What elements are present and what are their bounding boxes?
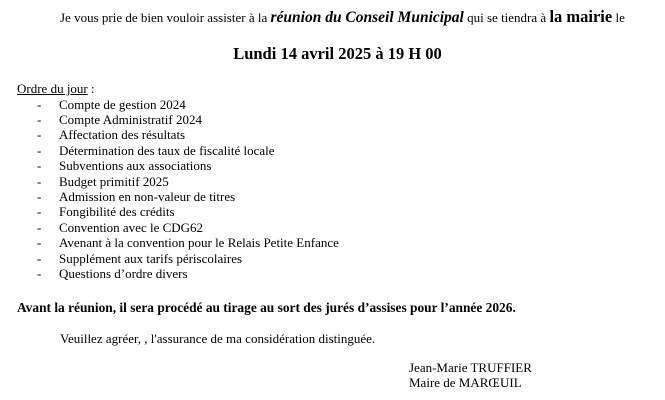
agenda-bullet: - — [37, 235, 42, 251]
agenda-title-suffix: : — [87, 81, 95, 96]
agenda-bullet: - — [37, 142, 42, 158]
agenda-bullet: - — [37, 111, 42, 127]
agenda-item-text: Avenant à la convention pour le Relais Petite Enfance — [59, 235, 339, 251]
agenda-item-text: Fongibilité des crédits — [59, 204, 175, 220]
signatory-name: Jean-Marie TRUFFIER — [409, 360, 532, 375]
agenda-item — [17, 112, 637, 127]
agenda-bullet: - — [37, 127, 42, 143]
agenda-bullet: - — [37, 250, 42, 266]
closing-formula: Veuillez agréer, , l'assurance de ma considération distinguée. — [60, 331, 376, 346]
agenda-item — [17, 266, 637, 281]
agenda-bullet: - — [37, 219, 42, 235]
agenda-item-text: Compte de gestion 2024 — [59, 96, 186, 112]
agenda-item — [17, 127, 637, 142]
agenda-item-text: Supplément aux tarifs périscolaires — [59, 250, 243, 266]
agenda-item — [17, 235, 637, 250]
agenda-item — [17, 97, 637, 112]
agenda-bullet: - — [37, 173, 42, 189]
intro-text-start: Je vous prie de bien vouloir assister à la — [60, 10, 271, 25]
agenda-item — [17, 220, 637, 235]
agenda-heading — [17, 81, 637, 97]
meeting-title: réunion du Conseil Municipal — [270, 9, 464, 26]
agenda-item — [17, 174, 637, 189]
agenda-item-text: Questions d’ordre divers — [59, 265, 188, 281]
agenda-item — [17, 143, 637, 158]
meeting-date: Lundi 14 avril 2025 à 19 H 00 — [233, 44, 442, 63]
agenda-item-text: Compte Administratif 2024 — [59, 111, 202, 127]
agenda-item-text: Budget primitif 2025 — [59, 173, 169, 189]
agenda-item — [17, 251, 637, 266]
agenda-list — [17, 97, 637, 282]
signatory-role: Maire de MARŒUIL — [409, 375, 522, 390]
agenda-bullet: - — [37, 158, 42, 174]
intro-text-middle: qui se tiendra à — [463, 10, 550, 25]
agenda-item — [17, 158, 637, 173]
agenda-item-text: Détermination des taux de fiscalité locale — [59, 142, 275, 158]
meeting-place: la mairie — [549, 7, 613, 26]
agenda-section — [17, 81, 637, 281]
agenda-item-text: Subventions aux associations — [59, 158, 212, 174]
agenda-bullet: - — [37, 96, 42, 112]
agenda-bullet: - — [37, 204, 42, 220]
agenda-bullet: - — [37, 265, 42, 281]
agenda-bullet: - — [37, 188, 42, 204]
jury-draw-notice: Avant la réunion, il sera procédé au tirage au sort des jurés d’assises pour l’année 2026. — [17, 300, 516, 315]
agenda-title: Ordre du jour — [17, 81, 88, 96]
intro-paragraph — [17, 6, 647, 29]
agenda-item-text: Affectation des résultats — [59, 127, 186, 143]
intro-text-end: le — [612, 10, 625, 25]
agenda-item-text: Convention avec le CDG62 — [59, 219, 204, 235]
agenda-item-text: Admission en non-valeur de titres — [59, 188, 236, 204]
agenda-item — [17, 204, 637, 219]
signature-block — [409, 360, 532, 390]
agenda-item — [17, 189, 637, 204]
